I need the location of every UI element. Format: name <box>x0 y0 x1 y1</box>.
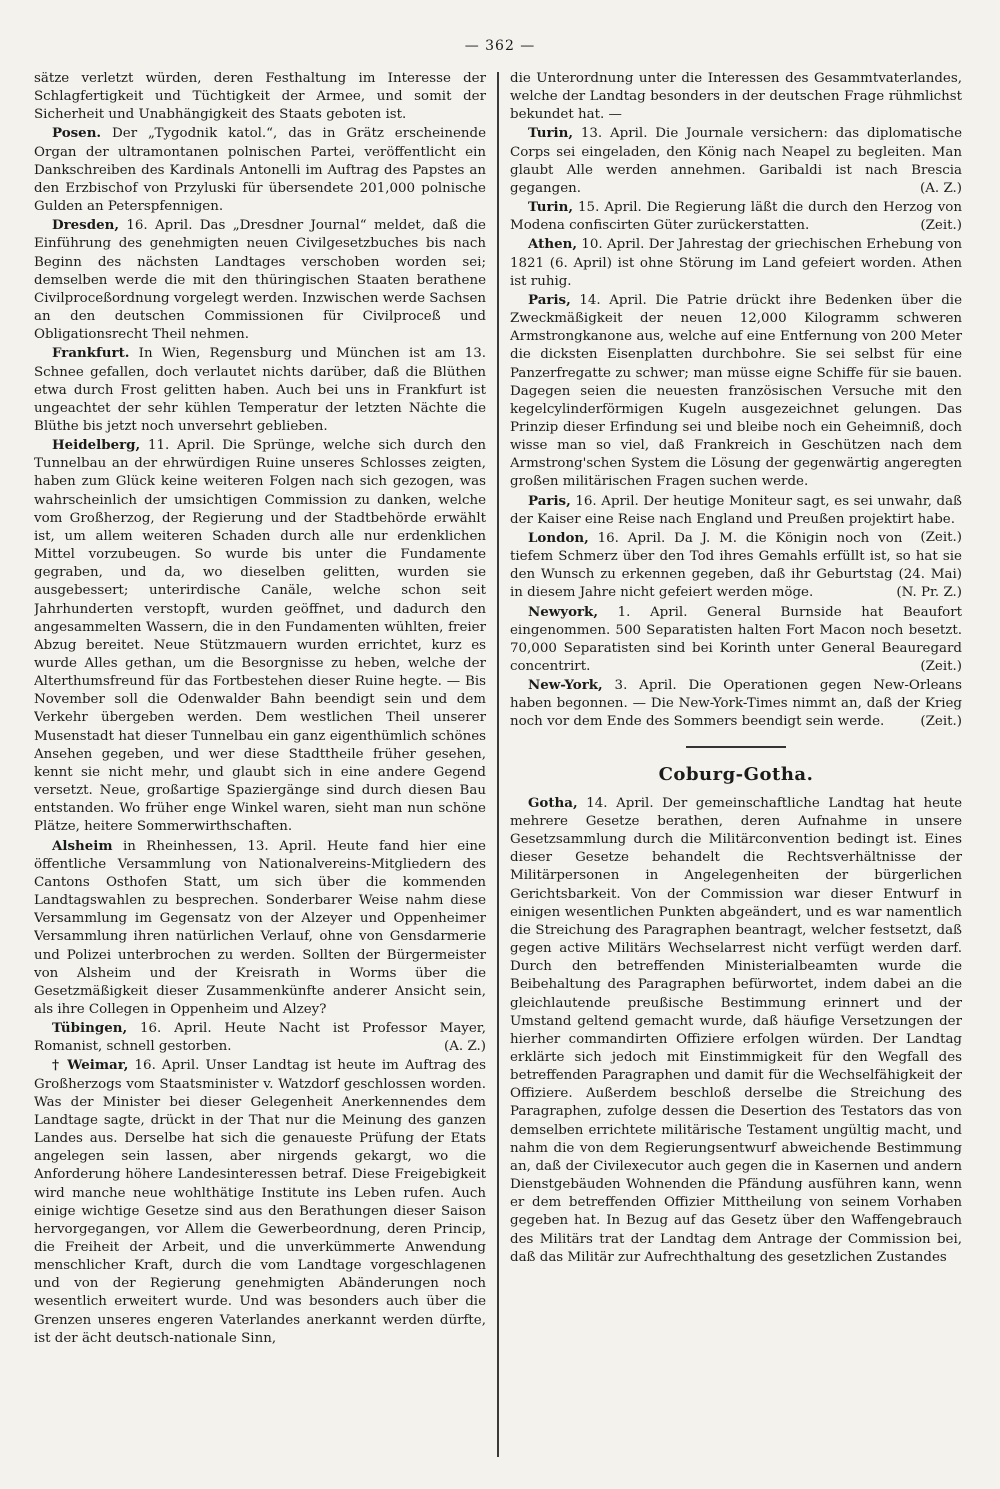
article-paragraph <box>510 70 962 124</box>
article-dateline: Tübingen, <box>52 1020 128 1037</box>
article-source: (A. Z.) <box>444 1039 486 1055</box>
article-source: (Zeit.) <box>920 529 962 545</box>
article-text: Der „Tygodnik katol.“, das in Grätz erscheinende Organ der ultramontanen polnischen Partei, veröffentlicht ein Dankschreiben des Kardinals Antonelli im Auftrag des Papstes an den Erzbischof von Przyluski für übersendete 201,000 polnische Gulden an Peterspfennigen. <box>34 126 486 215</box>
article-dateline: Turin, <box>528 125 574 142</box>
article-paragraph <box>34 70 486 124</box>
article-paragraph <box>510 198 962 235</box>
article-text: 16. April. Heute Nacht ist Professor Mayer, Romanist, schnell gestorben. <box>34 1021 486 1055</box>
article-dateline: Paris, <box>528 291 571 308</box>
article-dateline: † Weimar, <box>52 1057 129 1074</box>
section-heading: Coburg-Gotha. <box>658 763 814 785</box>
section-divider <box>686 746 786 748</box>
article-dateline: Turin, <box>528 199 574 216</box>
article-text: 11. April. Die Sprünge, welche sich durch den Tunnelbau an der ehrwürdigen Ruine unseres Schlosses zeigten, haben zum Glück keine weiteren Folgen nach sich gezogen, was wahrscheinlich der umsichtigen Commission zu danken, welche vom Großherzog, der Regierung und der Stadtbehörde erwählt ist, um allem weiteren Schaden durch alle nur erdenklichen Mittel vorzubeugen. So wurde bis unter die Fundamente gegraben, und da, wo dieselben gelitten, wurden sie ausgebessert; unterirdische Canäle, welche schon seit Jahrhunderten verstopft, wurden geöffnet, und dadurch den angesammelten Wassern, die in den Fundamenten wühlten, freier Abzug bereitet. Neue Stützmauern wurden errichtet, kurz es wurde Alles gethan, um die Besorgnisse zu heben, welche der Alterthumsfreund für das Fortbestehen dieser Ruine hegte. — Bis November soll die Odenwalder Bahn beendigt sein und dem Verkehr übergeben werden. Dem westlichen Theil unserer Musenstadt hat dieser Tunnelbau ein ganz eigenthümlich schönes Ansehen gegeben, und wer diese Stadttheile früher gesehen, kennt sie nicht mehr, und glaubt sich in eine andere Gegend versetzt. Neue, großartige Spaziergänge sind durch diesen Bau entstanden. Wo früher enge Winkel waren, sieht man nun schöne Plätze, heitere Sommerwirthschaften. <box>34 438 486 835</box>
article-text: 16. April. Der heutige Moniteur sagt, es sei unwahr, daß der Kaiser eine Reise nach England und Preußen projektirt habe. <box>510 493 962 527</box>
article-source: (Zeit.) <box>920 659 962 674</box>
article-paragraph <box>510 529 962 603</box>
article-paragraph <box>34 1056 486 1348</box>
article-dateline: London, <box>528 529 589 546</box>
article-paragraph <box>34 1019 486 1056</box>
right-column-top-articles <box>510 70 962 732</box>
article-paragraph <box>510 291 962 492</box>
article-dateline: Dresden, <box>52 217 120 234</box>
article-dateline: Posen. <box>52 125 102 142</box>
article-text: 16. April. Das „Dresdner Journal“ meldet, daß die Einführung des genehmigten neuen Civilgesetzbuches bis nach Beginn des nächsten Landtages verschoben worden sei; demselben werde die mit den thüringischen Staaten berathene Civilproceßordnung vorgelegt werden. Inzwischen werde Sachsen an den deutschen Commissionen für Civilproceß und Obligationsrecht Theil nehmen. <box>34 218 486 343</box>
article-text: 14. April. Der gemeinschaftliche Landtag hat heute mehrere Gesetze berathen, deren Aufnahme in unsere Gesetzsammlung durch die Militärconvention bedingt ist. Eines dieser Gesetze behandelt die Rechtsverhältnisse der Militärpersonen in Angelegenheiten der bürgerlichen Gerichtsbarkeit. Von der Commission war dieser Entwurf in einigen wesentlichen Punkten abgeändert, und es war namentlich die Streichung des Paragraphen beantragt, welcher festsetzt, daß gegen active Militärs Wechselarrest nicht verfügt werden darf. Durch den betreffenden Ministerialbeamten wurde die Beibehaltung des Paragraphen befürwortet, indem dabei an die gleichlautende preußische Bestimmung erinnert und der Umstand geltend gemacht wurde, daß häufige Versetzungen der hierher commandirten Offiziere erfolgen würden. Der Landtag erklärte sich jedoch mit Einstimmigkeit für den Wegfall des betreffenden Paragraphen und damit für die Wechselfähigkeit der Offiziere. Außerdem beschloß derselbe die Streichung des Paragraphen, zufolge dessen die Desertion des Testators das von demselben errichtete militärische Testament ungültig macht, und nahm die von dem Regierungsentwurf abweichende Bestimmung an, daß der Civilexecutor auch gegen die in Kasernen und andern Dienstgebäuden Wohnenden die Pfändung ausführen kann, wenn er dem betreffenden Offizier Mittheilung von seinem Vorhaben gegeben hat. In Bezug auf das Gesetz über den Waffengebrauch des Militärs trat der Landtag dem Antrage der Commission bei, daß das Militär zur Aufrechthaltung des gesetzlichen Zustandes <box>510 795 962 1265</box>
article-dateline: Paris, <box>528 492 571 509</box>
article-dateline: Frankfurt. <box>52 345 130 362</box>
column-rule <box>497 72 499 1457</box>
article-paragraph <box>510 794 962 1267</box>
article-dateline: Heidelberg, <box>52 437 141 454</box>
article-source: (Zeit.) <box>920 714 962 730</box>
article-source: (N. Pr. Z.) <box>896 585 962 601</box>
article-paragraph <box>34 216 486 344</box>
article-paragraph <box>510 124 962 198</box>
article-text: 14. April. Die Patrie drückt ihre Bedenken über die Zweckmäßigkeit der neuen 12,000 Kilogramm schweren Armstrongkanone aus, welche auf eine Entfernung von 200 Meter die dicksten Eisenplatten durchbohre. Sie sei selbst für eine Panzerfregatte zu schwer; man müsse eigne Schiffe für sie bauen. Dagegen seien die neuesten französischen Versuche mit den kegelcylinderförmigen Kugeln ausgezeichnet gelungen. Das Prinzip dieser Erfindung sei und bleibe noch ein Geheimniß, doch wisse man so viel, daß Frankreich in Geschützen nach dem Armstrong'schen System die Lösung der gegenwärtig angeregten großen militärischen Fragen suchen werde. <box>510 292 962 490</box>
article-paragraph <box>34 837 486 1020</box>
article-paragraph <box>510 235 962 290</box>
right-column <box>510 70 962 1470</box>
article-dateline: Athen, <box>528 236 577 253</box>
article-dateline: Gotha, <box>528 794 578 811</box>
article-text: 1. April. General Burnside hat Beaufort eingenommen. 500 Separatisten halten Fort Macon noch besetzt. 70,000 Separatisten sind bei Korinth unter General Beauregard concentrirt. <box>510 604 962 674</box>
article-text: In Wien, Regensburg und München ist am 13. Schnee gefallen, doch verlautet nichts darüber, daß die Blüthen etwa durch Frost gelitten haben. Auch bei uns in Frankfurt ist ungeachtet der sehr kühlen Temperatur der letzten Nächte die Blüthe bis jetzt noch unversehrt geblieben. <box>34 346 486 434</box>
article-paragraph <box>34 436 486 836</box>
article-text: in Rheinhessen, 13. April. Heute fand hier eine öffentliche Versammlung von Nationalvereins-Mitgliedern des Cantons Osthofen Statt, um sich über die kommenden Landtagswahlen zu besprechen. Sonderbarer Weise nahm diese Versammlung im Gegensatz von der Alzeyer und Oppenheimer Versammlung ihren natürlichen Verlauf, ohne von Gensdarmerie und Polizei unterbrochen zu werden. Sollten der Bürgermeister von Alsheim und der Kreisrath in Worms über die Gesetzmäßigkeit dieser Zusammenkünfte anderer Ansicht sein, als ihre Collegen in Oppenheim und Alzey? <box>34 838 486 1017</box>
article-text: sätze verletzt würden, deren Festhaltung im Interesse der Schlagfertigkeit und Tüchtigkeit der Armee, und somit der Sicherheit und Unabhängigkeit des Staats geboten ist. <box>34 71 486 123</box>
article-text: 16. April. Unser Landtag ist heute im Auftrag des Großherzogs vom Staatsminister v. Watzdorf geschlossen worden. Was der Minister bei dieser Gelegenheit Anerkennendes dem Landtage sagte, drückt in der That nur die Meinung des ganzen Landes aus. Derselbe hat sich die genaueste Prüfung der Etats angelegen sein lassen, aber nirgends gekargt, wo die Anforderung höhere Landesinteressen betraf. Diese Freigebigkeit wird manche neue wohlthätige Institute ins Leben rufen. Auch einige wichtige Gesetze sind aus den Berathungen dieser Saison hervorgegangen, vor Allem die Gewerbeordnung, deren Princip, die Freiheit der Arbeit, und die unverkümmerte Anwendung menschlicher Kraft, durch die vom Landtage vorgeschlagenen und von der Regierung genehmigten Abänderungen noch wesentlich erweitert wurde. Und was besonders auch über die Grenzen unseres engeren Vaterlandes anerkannt werden dürfte, ist der ächt deutsch-nationale Sinn, <box>34 1058 486 1346</box>
article-text: 10. April. Der Jahrestag der griechischen Erhebung von 1821 (6. April) ist ohne Störung im Land gefeiert worden. Athen ist ruhig. <box>510 237 962 289</box>
article-dateline: Alsheim <box>52 837 113 854</box>
article-text: 3. April. Die Operationen gegen New-Orleans haben begonnen. — Die New-York-Times nimmt an, daß der Krieg noch vor dem Ende des Sommers beendigt sein werde. <box>510 678 962 730</box>
article-paragraph <box>510 676 962 731</box>
article-source: (Zeit.) <box>920 218 962 234</box>
article-text: die Unterordnung unter die Interessen des Gesammtvaterlandes, welche der Landtag besonders in der deutschen Frage rühmlichst bekundet hat. — <box>510 71 962 123</box>
page-number: — 362 — <box>464 38 536 54</box>
article-dateline: New-York, <box>528 677 603 694</box>
article-source: (A. Z.) <box>920 180 962 196</box>
right-column-bottom-articles <box>510 794 962 1267</box>
article-paragraph <box>34 344 486 436</box>
article-text: 15. April. Die Regierung läßt die durch den Herzog von Modena confiscirten Güter zurückerstatten. <box>510 200 962 234</box>
article-paragraph <box>510 603 962 677</box>
article-paragraph <box>34 124 486 216</box>
left-column <box>34 70 486 1470</box>
article-dateline: Newyork, <box>528 603 598 620</box>
article-text: 13. April. Die Journale versichern: das diplomatische Corps sei eingeladen, den König nach Neapel zu begleiten. Man glaubt Alle werden annehmen. Garibaldi ist nach Brescia gegangen. <box>510 126 962 196</box>
article-text: 16. April. Da J. M. die Königin noch von tiefem Schmerz über den Tod ihres Gemahls erfüllt ist, so hat sie den Wunsch zu erkennen gegeben, daß ihr Geburtstag (24. Mai) in diesem Jahre nicht gefeiert werden möge. <box>510 530 962 601</box>
